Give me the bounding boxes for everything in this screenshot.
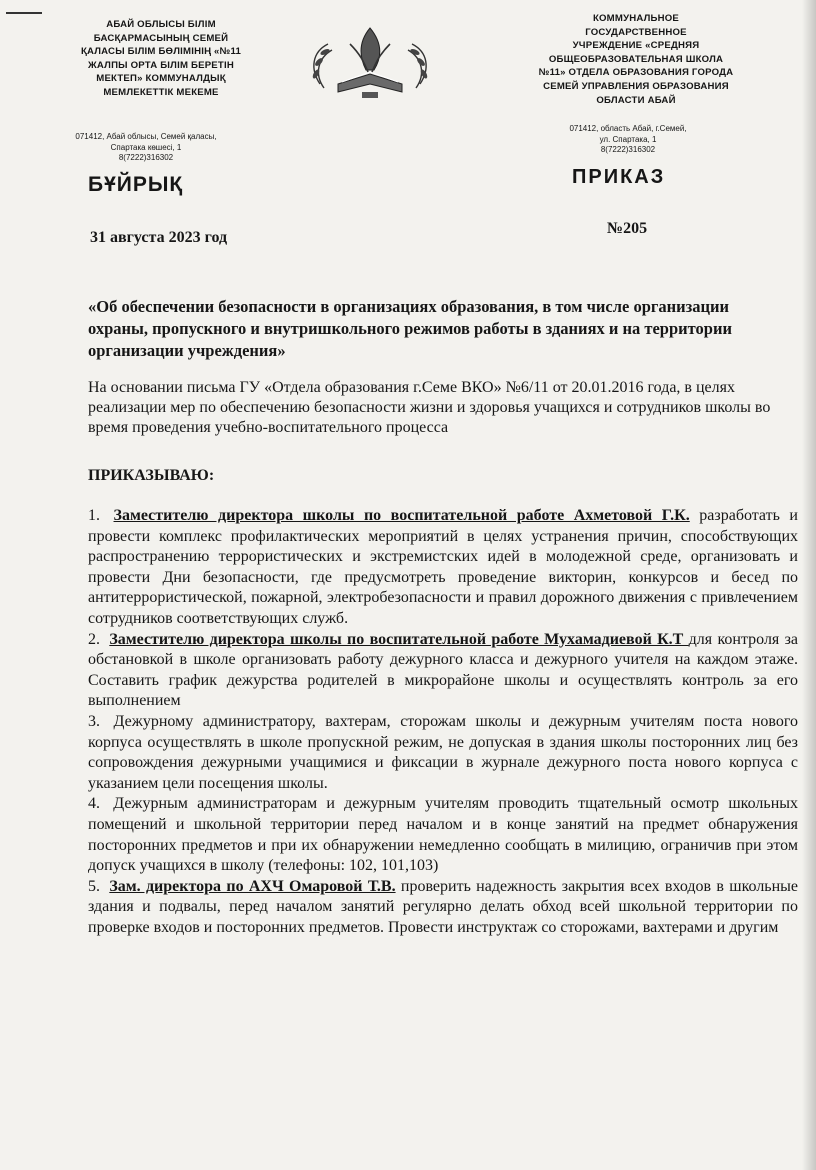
header-russian-line: ГОСУДАРСТВЕННОЕ <box>585 26 687 38</box>
page-edge-shadow <box>802 0 816 1170</box>
item-text: для контроля за обстановкой в школе организовать работу дежурного класса и дежурного учителя на каждом этаже. Составить график дежурства родителей в микрорайоне школы и осуществлять контроль за его выполнением <box>88 630 799 710</box>
item-number: 3. <box>88 712 100 730</box>
header-russian-line: ОБЛАСТИ АБАЙ <box>596 94 676 106</box>
document-intro: На основании письма ГУ «Отдела образования г.Семе ВКО» №6/11 от 20.01.2016 года, в целях реализации мер по обеспечению безопасности жизни и здоровья учащихся и сотрудников школы во время проведения учебно-воспитательного процесса <box>88 379 771 436</box>
order-heading: ПРИКАЗЫВАЮ: <box>88 467 215 484</box>
header-russian <box>520 12 752 107</box>
header-russian-line: КОММУНАЛЬНОЕ <box>592 13 680 24</box>
address-line: ул. Спартака, 1 <box>599 134 657 144</box>
document-number: №205 <box>607 220 648 237</box>
scan-edge-mark <box>6 12 42 14</box>
header-russian-line: ОБЩЕОБРАЗОВАТЕЛЬНАЯ ШКОЛА <box>548 53 724 65</box>
item-responsible: Заместителю директора школы по воспитательной работе Ахметовой Г.К. <box>113 507 690 524</box>
header-russian-line: №11» ОТДЕЛА ОБРАЗОВАНИЯ ГОРОДА <box>538 67 734 79</box>
address-line: 071412, область Абай, г.Семей, <box>569 124 687 133</box>
header-kazakh-line: АБАЙ ОБЛЫСЫ БІЛІМ <box>106 19 216 30</box>
address-line: Спартака көшесі, 1 <box>110 142 182 152</box>
item-number: 4. <box>88 795 100 813</box>
address-line: 071412, Абай облысы, Семей қаласы, <box>75 132 217 141</box>
document-type-russian: ПРИКАЗ <box>572 166 666 188</box>
header-kazakh-line: МЕМЛЕКЕТТІК МЕКЕМЕ <box>103 86 219 98</box>
address-line: 8(7222)316302 <box>600 145 656 154</box>
order-items <box>88 506 798 938</box>
header-russian-line: СЕМЕЙ УПРАВЛЕНИЯ ОБРАЗОВАНИЯ <box>543 80 729 92</box>
item-text: разработать и провести комплекс профилактических мероприятий в целях устранения причин, способствующих распространению террористических и экстремистских идей в молодежной среде, организовать и провести Дни безопасности, где предусмотреть проведение викторин, конкурсов и бесед по антитеррористической, пожарной, электробезопасности и правил дорожного движения с привлечением сотрудников соответствующих служб. <box>88 507 798 627</box>
school-emblem-icon <box>300 14 440 114</box>
header-russian-line: УЧРЕЖДЕНИЕ «СРЕДНЯЯ <box>572 40 700 52</box>
item-text: проверить надежность закрытия всех входов в школьные здания и подвалы, перед началом занятий регулярно делать обход всей школьной территории по проверке входов и посторонних предметов. Провести инструктаж со сторожами, вахтерами и другим <box>88 877 799 936</box>
order-item <box>88 877 798 939</box>
item-number: 1. <box>88 507 100 524</box>
document-title: «Об обеспечении безопасности в организациях образования, в том числе организации охраны, пропускного и внутришкольного режимов работы в зданиях и на территории организации учреждения» <box>88 297 732 360</box>
item-number: 5. <box>88 877 100 895</box>
document-type-kazakh: БҰЙРЫҚ <box>88 173 184 196</box>
address-russian <box>528 124 728 156</box>
order-item <box>88 506 798 630</box>
header-kazakh <box>36 18 286 100</box>
order-item <box>88 712 798 794</box>
header-kazakh-line: БАСҚАРМАСЫНЫҢ СЕМЕЙ <box>93 32 229 44</box>
header-kazakh-line: МЕКТЕП» КОММУНАЛДЫҚ <box>96 73 226 85</box>
header-kazakh-line: ЖАЛПЫ ОРТА БІЛІМ БЕРЕТІН <box>88 59 234 71</box>
header-kazakh-line: ҚАЛАСЫ БІЛІМ БӨЛІМІНІҢ «№11 <box>80 46 242 58</box>
item-text: Дежурным администраторам и дежурным учителям проводить тщательный осмотр школьных помещений и школьной территории перед началом и в конце занятий на предмет обнаружения посторонних предметов и при их обнаружении немедленно сообщать в милицию, ограничив при этом допуск учащихся в школу (телефоны: 102, 101,103) <box>88 795 799 875</box>
document-date: 31 августа 2023 год <box>90 229 228 246</box>
item-responsible: Заместителю директора школы по воспитательной работе Мухамадиевой К.Т <box>109 630 689 648</box>
item-text: Дежурному администратору, вахтерам, сторожам школы и дежурным учителям поста нового корпуса осуществлять в школе пропускной режим, не допуская в здания школы посторонних лиц без сопровождения дежурными учащимися и фиксации в журнале дежурного поста нового корпуса с указанием цели посещения школы. <box>88 712 799 792</box>
item-number: 2. <box>88 630 100 648</box>
order-item <box>88 794 798 876</box>
address-kazakh <box>46 132 246 164</box>
address-line: 8(7222)316302 <box>118 153 174 162</box>
item-responsible: Зам. директора по АХЧ Омаровой Т.В. <box>109 877 396 895</box>
order-item <box>88 630 798 712</box>
